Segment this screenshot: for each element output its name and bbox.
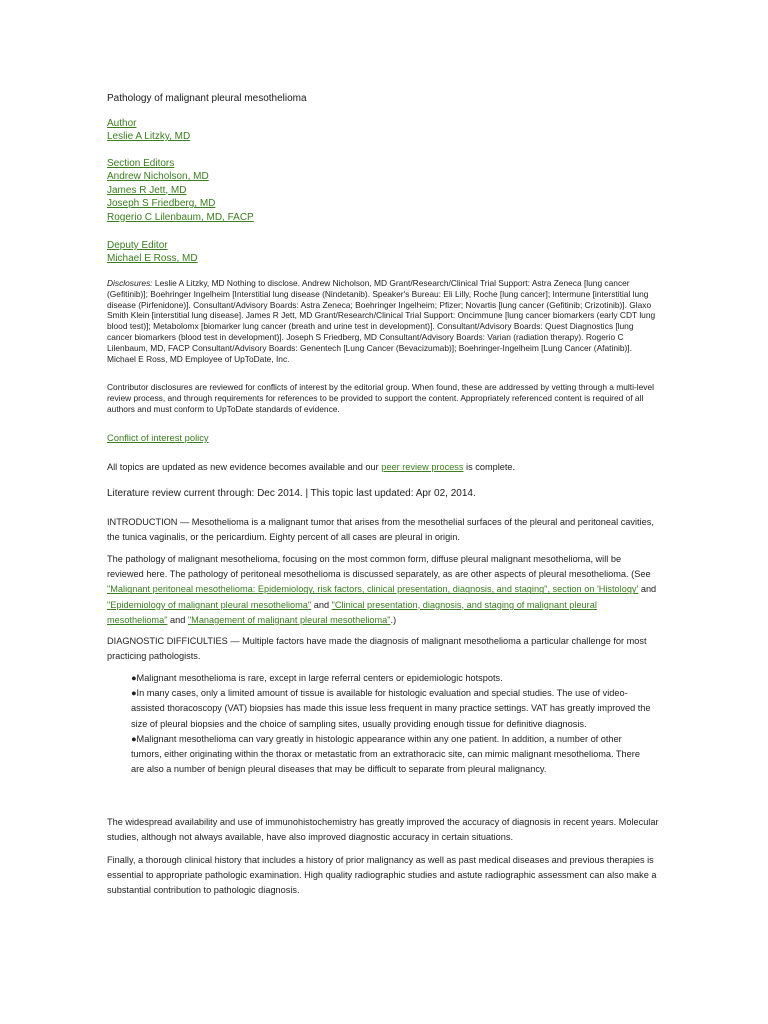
clinical-presentation-topic-link[interactable]: "Clinical presentation, diagnosis, and staging of malignant pleural mesothelioma" [107,599,597,625]
peritoneal-topic-link[interactable]: "Malignant peritoneal mesothelioma: Epidemiology, risk factors, clinical presentation, diagnosis, and staging", section on 'Histology' [107,584,639,595]
section-editors-label: Section Editors [107,158,175,169]
list-item: ●Malignant mesothelioma can vary greatly in histologic appearance within any one patient. In addition, a number of other tumors, either originating within the thorax or metastatic from an extrathoracic site, can mimic malignant mesothelioma. There are also a number of benign pleural diseases that may be difficult to separate from pleural malignancy. [131,733,640,775]
list-item: ●In many cases, only a limited amount of tissue is available for histologic evaluation and special studies. The use of video-assisted thoracoscopy (VAT) biopsies has made this issue less frequent in many practice settings. VAT has greatly improved the size of pleural biopsies and the choice of sampling sites, usually providing enough tissue for definitive diagnosis. [131,688,651,729]
editor-link[interactable]: Andrew Nicholson, MD [107,171,209,182]
conflict-of-interest-link[interactable]: Conflict of interest policy [107,432,209,443]
author-section [107,117,659,144]
diagnostic-difficulties-paragraph: DIAGNOSTIC DIFFICULTIES — Multiple factors have made the diagnosis of malignant mesothelioma a particular challenge for most practicing pathologists. [107,636,647,662]
editor-link[interactable]: Rogerio C Lilenbaum, MD, FACP [107,211,254,223]
page-title: Pathology of malignant pleural mesothelioma [107,93,307,104]
deputy-editor [107,239,659,266]
clinical-history-paragraph: Finally, a thorough clinical history that includes a history of prior malignancy as well as past medical diseases and previous therapies is essential to appropriate pathologic examination. High quality radiographic studies and astute radiographic assessment can also make a substantial contribution to pathologic diagnosis. [107,855,657,896]
epidemiology-topic-link[interactable]: "Epidemiology of malignant pleural mesothelioma" [107,599,312,610]
pathology-paragraph [107,552,659,628]
update-note-text: All topics are updated as new evidence becomes available and our [107,462,382,472]
bullet-list [131,671,651,777]
author-label: Author [107,118,137,129]
author-link[interactable]: Leslie A Litzky, MD [107,131,191,142]
contributor-note: Contributor disclosures are reviewed for conflicts of interest by the editorial group. When found, these are addressed by vetting through a multi-level review process, and through requirements for references to be provided to support the content. Appropriately referenced content is required of all authors and must conform to UpToDate standards of evidence. [107,382,654,414]
conjunction: and [638,584,657,595]
editor-link[interactable]: James R Jett, MD [107,184,187,196]
disclosures-label: Disclosures: [107,278,153,288]
list-item: ●Malignant mesothelioma is rare, except in large referral centers or epidemiologic hotspots. [131,673,503,683]
update-note [107,460,659,475]
pathology-text: The pathology of malignant mesothelioma, focusing on the most common form, diffuse pleural malignant mesothelioma, will be reviewed here. The pathology of peritoneal mesothelioma is discussed separately, as are other aspects of pleural mesothelioma. (See [107,554,651,580]
section-editors [107,157,659,224]
introduction-paragraph: INTRODUCTION — Mesothelioma is a malignant tumor that arises from the mesothelial surfaces of the pleural and peritoneal cavities, the tunica vaginalis, or the pericardium. Eighty percent of all cases are pleural in origin. [107,517,654,543]
peer-review-link[interactable]: peer review process [381,462,464,472]
update-note-end: is complete. [463,462,516,472]
deputy-editor-link[interactable]: Michael E Ross, MD [107,253,198,264]
deputy-editor-label: Deputy Editor [107,240,168,251]
editor-link[interactable]: Joseph S Friedberg, MD [107,198,216,210]
disclosures [107,278,659,364]
paragraph-end: .) [390,614,397,625]
conjunction: and [311,599,332,610]
immunohistochemistry-paragraph: The widespread availability and use of immunohistochemistry has greatly improved the accuracy of diagnosis in recent years. Molecular studies, although not always available, have also improved diagnostic accuracy in certain situations. [107,817,659,843]
literature-review-date: Literature review current through: Dec 2014. | This topic last updated: Apr 02, 2014. [107,488,476,499]
management-topic-link[interactable]: "Management of malignant pleural mesothelioma" [187,614,391,625]
conjunction: and [167,614,188,625]
disclosures-text: Leslie A Litzky, MD Nothing to disclose. Andrew Nicholson, MD Grant/Research/Clinical Trial Support: Astra Zeneca [lung cancer (Gefitinib)]; Boehringer Ingelheim [Interstitial lung disease (Nindetanib). Speaker's Bureau: Eli Lilly, Roche [lung cancer]; Intermune [interstitial lung disease (Pirfenidone)]. Consultant/Advisory Boards: Astra Zeneca; Boehringer Ingelheim; Pfizer; Novartis [lung cancer (Gefitinib; Crizotinib)]. Glaxo Smith Klein [interstitial lung disease]. James R Jett, MD Grant/Research/Clinical Trial Support: Oncimmune [lung cancer biomarkers (early CDT lung blood test)]; Metabolomx [biomarker lung cancer (breath and urine test in development)]. Consultant/Advisory Boards: Quest Diagnostics [lung cancer biomarkers (blood test in development)]. Joseph S Friedberg, MD Consultant/Advisory Boards: Varian (radiation therapy). Rogerio C Lilenbaum, MD, FACP Consultant/Advisory Boards: Genentech [Lung Cancer (Bevacizumab)]; Boehringer-Ingelheim [Lung Cancer (Afatinib)]. Michael E Ross, MD Employee of UpToDate, Inc. [107,278,656,364]
